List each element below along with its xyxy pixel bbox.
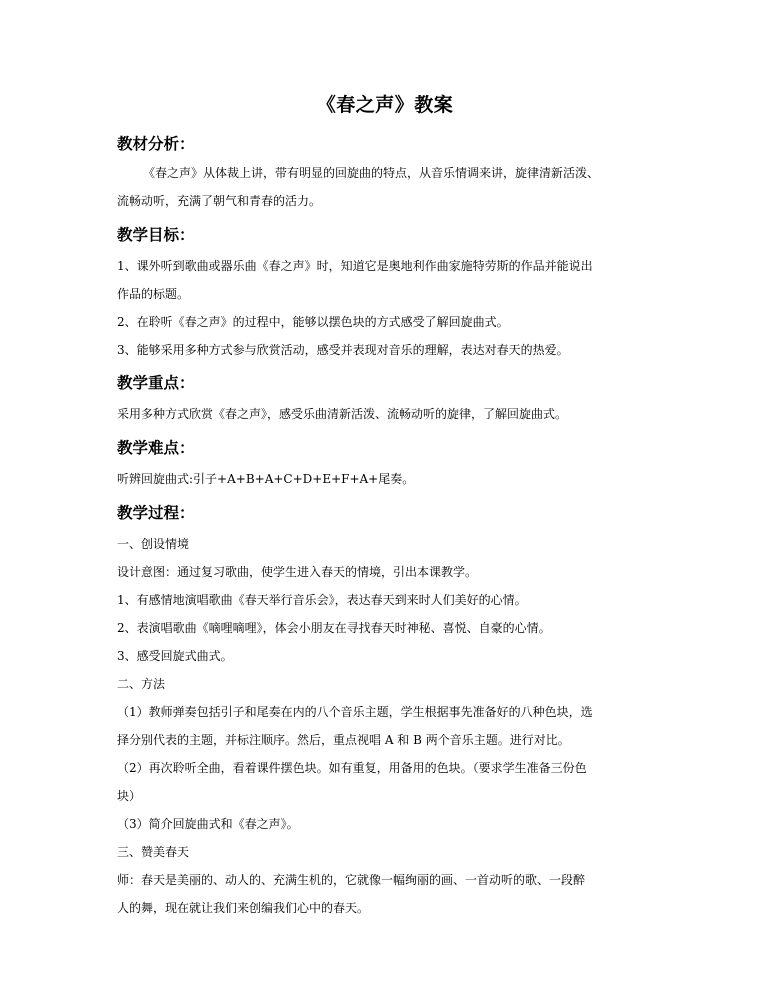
- subsection-heading: 三、赞美春天: [117, 845, 190, 859]
- paragraph-line: 师：春天是美丽的、动人的、充满生机的，它就像一幅绚丽的画、一首动听的歌、一段醉: [117, 873, 586, 887]
- paragraph-line: 块）: [117, 789, 142, 803]
- paragraph-line: 1、有感情地演唱歌曲《春天举行音乐会》，表达春天到来时人们美好的心情。: [117, 593, 527, 607]
- paragraph-line: （1）教师弹奏包括引子和尾奏在内的八个音乐主题，学生根据事先准备好的八种色块，选: [117, 705, 593, 719]
- paragraph-line: 1、课外听到歌曲或器乐曲《春之声》时，知道它是奥地利作曲家施特劳斯的作品并能说出: [117, 259, 593, 273]
- heading-difficulties: 教学难点：: [117, 439, 195, 457]
- paragraph-line: 3、感受回旋式曲式。: [117, 649, 233, 663]
- heading-keypoints: 教学重点：: [117, 374, 195, 392]
- paragraph-line: 2、在聆听《春之声》的过程中，能够以摆色块的方式感受了解回旋曲式。: [117, 315, 509, 329]
- paragraph-line: （3）简介回旋曲式和《春之声》。: [117, 817, 299, 831]
- subsection-heading: 二、方法: [117, 677, 166, 691]
- paragraph-line: 《春之声》从体裁上讲，带有明显的回旋曲的特点，从音乐情调来讲，旋律清新活泼、: [143, 166, 600, 180]
- document-title: 《春之声》教案: [316, 94, 454, 116]
- heading-goals: 教学目标：: [117, 226, 195, 244]
- paragraph-line: 3、能够采用多种方式参与欣赏活动，感受并表现对音乐的理解，表达对春天的热爱。: [117, 343, 569, 357]
- paragraph-line: 择分别代表的主题，并标注顺序。然后，重点视唱 A 和 B 两个音乐主题。进行对比。: [117, 733, 570, 747]
- paragraph-line: 作品的标题。: [117, 287, 190, 301]
- paragraph-line: 人的舞，现在就让我们来创编我们心中的春天。: [117, 901, 370, 915]
- paragraph-line: （2）再次聆听全曲，看着课件摆色块。如有重复，用备用的色块。（要求学生准备三份色: [117, 761, 587, 775]
- paragraph-line: 采用多种方式欣赏《春之声》，感受乐曲清新活泼、流畅动听的旋律，了解回旋曲式。: [117, 407, 568, 421]
- paragraph-line: 流畅动听，充满了朝气和青春的活力。: [117, 194, 322, 208]
- subsection-heading: 一、创设情境: [117, 537, 190, 551]
- heading-process: 教学过程：: [117, 504, 195, 522]
- heading-analysis: 教材分析：: [117, 135, 195, 153]
- paragraph-line: 2、表演唱歌曲《嘀哩嘀哩》，体会小朋友在寻找春天时神秘、喜悦、自豪的心情。: [117, 621, 551, 635]
- paragraph-line: 设计意图：通过复习歌曲，使学生进入春天的情境，引出本课教学。: [117, 565, 478, 579]
- paragraph-line: 听辨回旋曲式:引子+A+B+A+C+D+E+F+A+尾奏。: [117, 472, 415, 486]
